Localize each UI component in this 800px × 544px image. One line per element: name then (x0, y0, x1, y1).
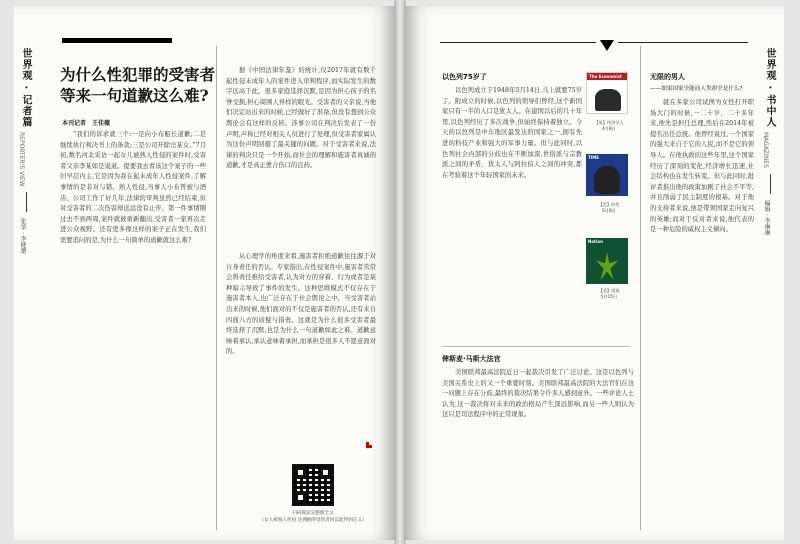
section-author: 编辑 · 李琳琳 (763, 199, 770, 236)
section-subtitle: REPORTER'S VIEW (18, 131, 25, 187)
article-column-3: 从心理学的角度来看,施害者拒绝道歉往往源于对自身责任的否认。专家指出,在性侵案件中,施害者常常会将责任推给受害者,认为对方的穿着、行为或者是某种暗示导致了事件的发生。这种思维模式不仅存在于施害者本人,也广泛存在于社会舆论之中。当受害者站出来的时候,他们面对的不仅是施害者的否认,还有来自四面八方的质疑与指责。这就是为什么很多受害者最终选择了沉默,也是为什么一句道歉如此之难。道歉意味着承认,承认意味着承担,而承担是很多人不愿意面对的。 (226, 253, 376, 356)
story-heading: 无限的男人 (650, 73, 685, 81)
cover-caption: 【英】经济学人 4月8日 (594, 120, 624, 131)
right-page (404, 6, 784, 540)
section-author: 张华 · 李健骢 (19, 218, 26, 255)
divider (26, 192, 27, 212)
story-heading: 以色列75岁了 (442, 73, 487, 81)
article-column-2: 据《中国法律年鉴》的统计,仅2017年就有数千起性侵未成年人的案件进入审判程序,而实际发生的数字远高于此。很多家庭选择沉默,是因为担心孩子的名誉受损,担心周围人异样的眼光。受害者的父亲说,当他们决定站出来的时候,已经做好了准备,但没有想到公众舆论会有这样的反转。涉事公司在判决后发表了一份声明,声称已经对相关人员进行了处理,但受害者家属认为这份声明回避了最关键的问题。对于受害者来说,法律的判决只是一个开始,而社会的理解和施害者真诚的道歉,才是真正愈合伤口的良药。 (226, 67, 376, 170)
divider (770, 174, 771, 194)
title-line-1: 为什么性犯罪的受害者 (60, 65, 216, 84)
column-rule (216, 46, 217, 530)
story-heading-2: 俾斯麦·马斯大法官 (442, 355, 501, 363)
title-line-2: 等来一句道歉这么难? (60, 86, 209, 105)
section-subtitle: MAGAZINES (762, 131, 769, 168)
end-mark (366, 442, 372, 448)
story-body: 以色列成立于1948年5月14日,马上就要75岁了。附成立的时候,以色列的领导们曾经,这个新国家只有一半的人口是犹太人。在建国以后的几十年里,以色列经历了多次战争,但始终保持着独立。今天的以色列是中东地区最发达的国家之一,拥有先进的科技产业和强大的军事力量。但与此同时,以色列社会内部的分歧也在不断加深,世俗派与宗教派之间的矛盾、犹太人与阿拉伯人之间的冲突,都在考验着这个年轻国家的未来。 (442, 87, 582, 179)
story-body: 就在多家公司试图为女性打开职场大门的时候,一二十岁、二十多年来,他先是担任总理,然后在2014年被提名出任总统。他曾经说过,一个国家的强大来自于它的人民,而不是它的领导人。在他执政的这些年里,这个国家经历了深刻的变化,经济增长迅速,社会结构也在发生转变。但与此同时,批评者指出他的政策加剧了社会不平等,并且削弱了民主制度的根基。对于他的支持者来说,他是带领国家走向复兴的英雄;而对于反对者来说,他代表的是一种危险的威权主义倾向。 (650, 99, 754, 234)
header-rule (440, 42, 596, 43)
cover-illustration (595, 89, 621, 111)
title-bar (62, 38, 172, 43)
article-title (60, 64, 215, 106)
cover-illustration (594, 166, 620, 194)
section-name: 世界观 · 记者篇 (20, 48, 31, 128)
qr-code[interactable] (292, 464, 334, 506)
story-subheading: ——如果国家全能而人类却全是什么? (650, 86, 743, 92)
story-body-2: 美国联邦最高法院近日一起裁决引发了广泛讨论。这是以色列与美国关系史上的又一个重要时刻。美国联邦最高法院的大法官们在这一问题上存在分歧,最终的裁决结果令许多人感到意外。一些评论人士认为,这一裁决将对未来的政治格局产生深远影响,而另一些人则认为这只是司法程序中的正常现象。 (442, 369, 634, 419)
magazine-cover: Nation (586, 238, 628, 284)
magazine-cover: The Economist (586, 72, 628, 114)
qr-caption: 扫码阅读完整版全文 《女人被熟人性侵 还拥抱的受害者何以能得到正义》 (259, 511, 367, 523)
magazine-cover: TIME (586, 154, 628, 196)
section-tab (762, 48, 780, 235)
column-rule (640, 46, 641, 530)
section-name: 世界观 · 书中人 (764, 48, 775, 128)
story-divider (442, 346, 630, 347)
cover-caption: 【美】时代 5月8日 (598, 202, 620, 213)
header-rule-2 (618, 42, 748, 43)
cover-caption: 【美】国家 5月15日 (598, 288, 620, 299)
left-page (14, 6, 396, 540)
leaf-illustration (596, 252, 618, 280)
article-column-1: “我们的诉求就三个:一是向小布船长道歉;二是继续执行判决书上的条款;三是公司开除岳某女。”7月初,数名河北采访一起女儿被熟人性侵的案件时,受害者父亲李某如是说道。提要我去看该这个案子的一些旧早层内主,它是因为我在起未成年人性侵案件,了解事情的是非对与错。熟人性侵,当事人小布曾被与酒店、公司工作了好几年,法律的审判虽然已经结束,但对受害者的二次伤害却远远没有止步。第一件事情刚过去不到两周,案件就被重新翻出,受害者一家再次走进公众视野。还有更多像这样的案子正在发生,我们需要追问的是,为什么一句简单的道歉就这么难? (60, 131, 206, 244)
arrow-marker (600, 40, 614, 51)
section-tab (18, 48, 36, 254)
byline: 本刊记者 王佳薇 (62, 120, 111, 127)
